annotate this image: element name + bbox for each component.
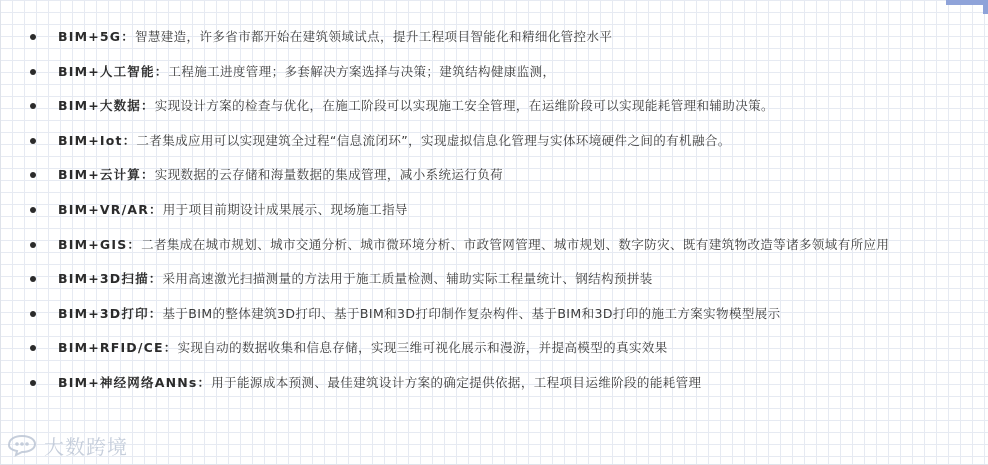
bullet-icon	[30, 380, 36, 386]
list-item	[30, 130, 976, 152]
list-item	[30, 26, 976, 48]
bullet-icon	[30, 311, 36, 317]
bullet-icon	[30, 172, 36, 178]
item-description: 实现数据的云存储和海量数据的集成管理，减小系统运行负荷	[154, 167, 504, 183]
item-term: BIM+Iot：	[58, 132, 137, 148]
item-term: BIM+VR/AR：	[58, 201, 163, 217]
bullet-icon	[30, 345, 36, 351]
item-term: BIM+5G：	[58, 29, 135, 44]
list-item	[30, 199, 976, 221]
bim-integration-list	[30, 26, 976, 407]
item-description: 用于项目前期设计成果展示、现场施工指导	[162, 201, 408, 217]
list-item	[30, 372, 976, 394]
bullet-icon	[30, 69, 36, 75]
item-term: BIM+大数据：	[58, 98, 155, 114]
item-term: BIM+GIS：	[58, 236, 142, 252]
item-description: 二者集成应用可以实现建筑全过程“信息流闭环”，实现虚拟信息化管理与实体环境硬件之间的有机融合。	[136, 132, 731, 148]
item-description: 二者集成在城市规划、城市交通分析、城市微环境分析、市政管网管理、城市规划、数字防灾、既有建筑物改造等诸多领域有所应用	[141, 236, 890, 252]
item-description: 工程施工进度管理；多套解决方案选择与决策；建筑结构健康监测，	[168, 63, 556, 79]
watermark-text: 大数跨境	[44, 434, 128, 459]
bullet-icon	[30, 103, 36, 109]
item-term: BIM+云计算：	[58, 167, 155, 183]
watermark	[6, 432, 128, 458]
item-description: 用于能源成本预测、最佳建筑设计方案的确定提供依据，工程项目运维阶段的能耗管理	[211, 374, 702, 390]
corner-bracket-decoration	[946, 0, 988, 14]
list-item	[30, 61, 976, 83]
item-description: 实现设计方案的检查与优化，在施工阶段可以实现施工安全管理，在运维阶段可以实现能耗管理和辅助决策。	[154, 98, 774, 114]
list-item	[30, 268, 976, 290]
bullet-icon	[30, 207, 36, 213]
speech-bubble-logo-icon	[6, 433, 40, 457]
list-item	[30, 337, 976, 359]
bullet-icon	[30, 242, 36, 248]
item-description: 基于BIM的整体建筑3D打印、基于BIM和3D打印制作复杂构件、基于BIM和3D打印的施工方案实物模型展示	[162, 305, 781, 321]
list-item	[30, 164, 976, 186]
list-item	[30, 303, 976, 325]
item-description: 智慧建造，许多省市都开始在建筑领域试点，提升工程项目智能化和精细化管控水平	[134, 29, 613, 44]
item-term: BIM+RFID/CE：	[58, 340, 178, 356]
list-item	[30, 234, 976, 256]
item-term: BIM+3D打印：	[58, 305, 163, 321]
item-description: 采用高速激光扫描测量的方法用于施工质量检测、辅助实际工程量统计、钢结构预拼装	[162, 271, 653, 287]
item-term: BIM+神经网络ANNs：	[58, 374, 212, 390]
item-description: 实现自动的数据收集和信息存储，实现三维可视化展示和漫游，并提高模型的真实效果	[177, 340, 668, 356]
item-term: BIM+人工智能：	[58, 63, 169, 79]
bullet-icon	[30, 34, 36, 40]
bullet-icon	[30, 138, 36, 144]
list-item	[30, 95, 976, 117]
item-term: BIM+3D扫描：	[58, 271, 163, 287]
bullet-icon	[30, 276, 36, 282]
